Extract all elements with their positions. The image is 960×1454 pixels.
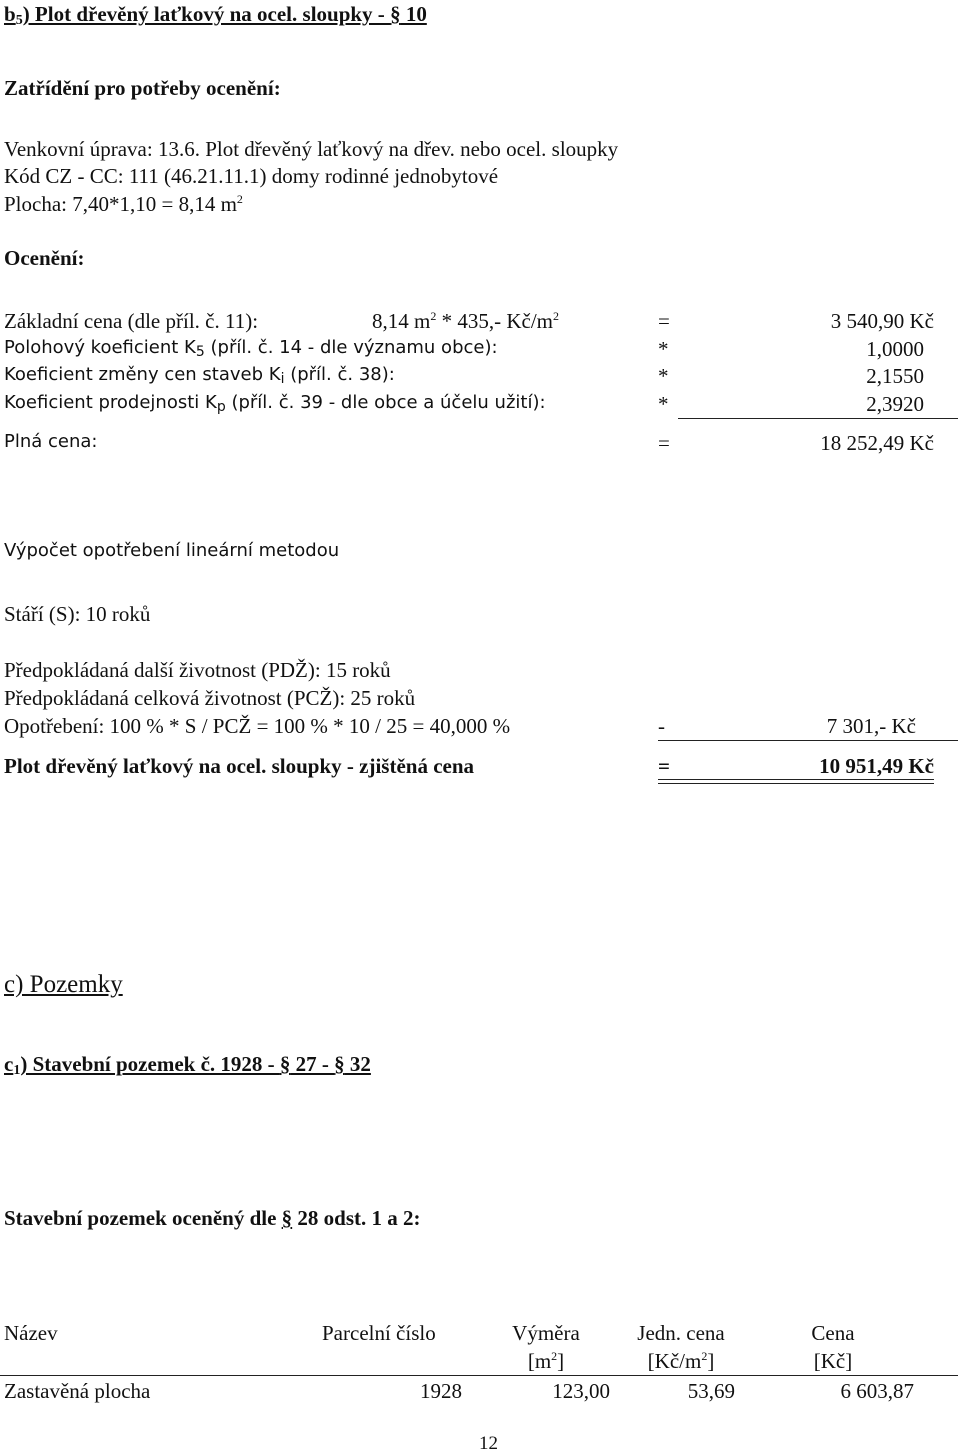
table-cell-price: 6 603,87	[840, 1379, 914, 1403]
classification-area: Plocha: 7,40*1,10 = 8,14 $m^2$	[4, 192, 243, 216]
classification-line: Venkovní úprava: 13.6. Plot dřevěný laťkový na dřev. nebo ocel. sloupky	[4, 137, 619, 161]
table-header-name: Název	[4, 1321, 58, 1345]
determined-price-label: Plot dřevěný laťkový na ocel. sloupky - zjištěná cena	[4, 754, 475, 778]
land-valuation-title: Stavební pozemek oceněný dle § 28 odst. 1 a 2:	[4, 1206, 421, 1230]
marketability-coefficient-label: Koeficient prodejnosti $K_p$ (příl. č. 39 - dle obce a účelu užití):	[4, 392, 546, 415]
page-number: 12	[479, 1433, 498, 1454]
determined-price-double-rule	[658, 779, 934, 784]
table-header-area: Výměra	[512, 1321, 580, 1345]
classification-code: Kód CZ - CC: 111 (46.21.11.1) domy rodinné jednobytové	[4, 164, 499, 188]
location-coefficient-label: Polohový koeficient $K_5$ (příl. č. 14 - dle významu obce):	[4, 337, 498, 360]
marketability-coefficient-operator: *	[658, 392, 669, 416]
table-header-unit-price: Jedn. cena	[637, 1321, 725, 1345]
base-price-label: Základní cena (dle příl. č. 11):	[4, 309, 259, 333]
table-header-rule	[0, 1375, 958, 1376]
classification-title: Zatřídění pro potřeby ocenění:	[4, 76, 281, 100]
table-cell-unit-price: 53,69	[687, 1379, 735, 1403]
determined-price-operator: =	[658, 754, 670, 778]
depreciation-value: 7 301,- Kč	[826, 714, 916, 738]
price-change-coefficient-value: 2,1550	[866, 364, 924, 388]
depreciation-operator: -	[658, 714, 665, 738]
base-price-value: 3 540,90 Kč	[830, 309, 934, 333]
remaining-life-line: Předpokládaná další životnost (PDŽ): 15 roků	[4, 658, 391, 682]
full-price-value: 18 252,49 Kč	[820, 431, 934, 455]
table-cell-parcel: 1928	[420, 1379, 462, 1403]
base-price-expression: 8,14 $m^2 * 435,-$ $Kč/m^2$	[372, 309, 559, 333]
price-change-coefficient-operator: *	[658, 364, 669, 388]
depreciation-formula: Opotřebení: 100 % * S / PCŽ = 100 % * 10 / 25 = 40,000 %	[4, 714, 511, 738]
depreciation-title: Výpočet opotřebení lineární metodou	[4, 540, 340, 561]
full-price-operator: =	[658, 431, 670, 455]
table-header-unit-price-unit: $[Kč/m^2]$	[647, 1349, 715, 1373]
sum-rule	[678, 418, 958, 419]
price-change-coefficient-label: Koeficient změny cen staveb $K_i$ (příl. č. 38):	[4, 364, 395, 387]
age-line: Stáří (S): 10 roků	[4, 602, 151, 626]
determined-price-value: 10 951,49 Kč	[819, 754, 934, 778]
table-header-area-unit: $[m^2]$	[527, 1349, 565, 1373]
marketability-coefficient-value: 2,3920	[866, 392, 924, 416]
heading-b5-text: $b_5$) Plot dřevěný laťkový na ocel. sloupky - § 10	[4, 2, 427, 28]
total-life-line: Předpokládaná celková životnost (PCŽ): 25 roků	[4, 686, 416, 710]
valuation-title: Ocenění:	[4, 246, 85, 270]
depreciation-rule	[658, 740, 958, 741]
section-heading-c1	[4, 1052, 371, 1078]
base-price-operator: =	[658, 309, 670, 333]
section-heading-b5	[4, 2, 427, 28]
table-header-price-unit: [Kč]	[813, 1349, 853, 1373]
heading-c1-text: $c_1$) Stavební pozemek č. 1928 - § 27 - § 32	[4, 1052, 371, 1078]
full-price-label: Plná cena:	[4, 431, 98, 452]
location-coefficient-operator: *	[658, 337, 669, 361]
section-heading-c: c) Pozemky	[4, 971, 123, 998]
table-header-price: Cena	[811, 1321, 855, 1345]
table-cell-area: 123,00	[552, 1379, 610, 1403]
location-coefficient-value: 1,0000	[866, 337, 924, 361]
table-cell-name: Zastavěná plocha	[4, 1379, 151, 1403]
table-header-parcel: Parcelní číslo	[322, 1321, 436, 1345]
